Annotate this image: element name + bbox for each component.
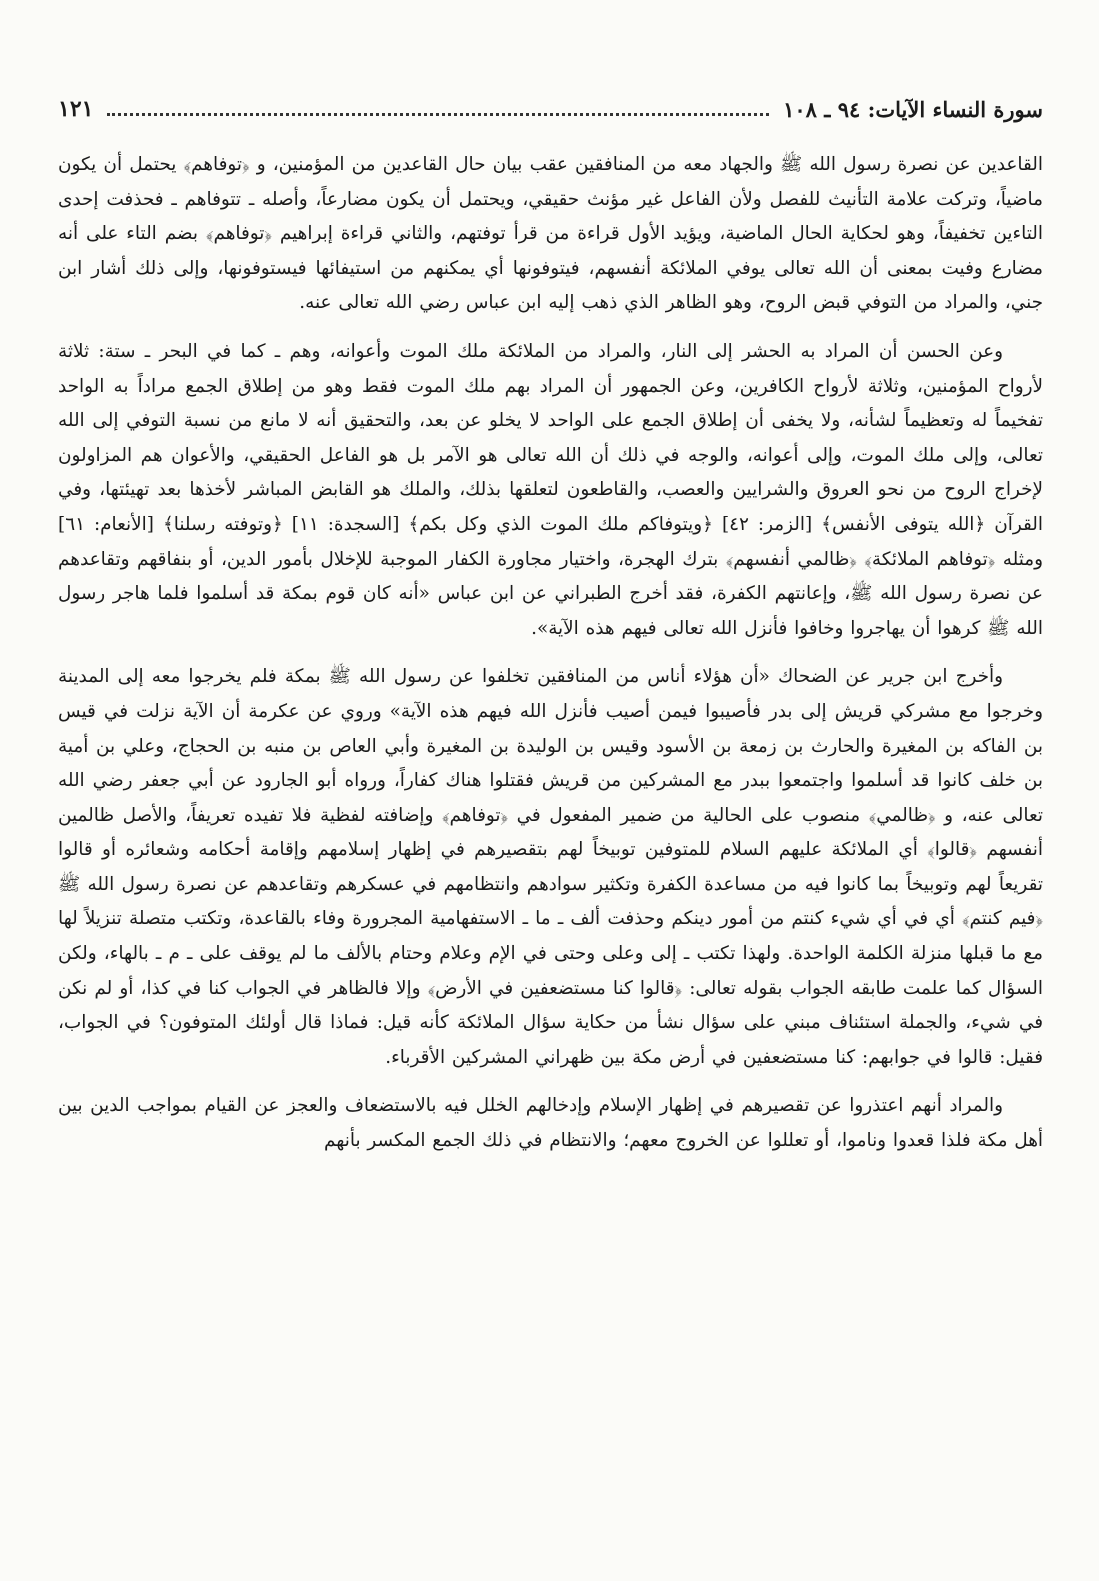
- leader-dots: [107, 113, 769, 116]
- surah-title: سورة النساء الآيات: ٩٤ ـ ١٠٨: [783, 96, 1043, 122]
- paragraph-4: والمراد أنهم اعتذروا عن تقصيرهم في إظهار الإسلام وإدخالهم الخلل فيه بالاستضعاف والعجز عن القيام بمواجب الدين بين أهل مكة فلذا قعدوا وناموا، أو تعللوا عن الخروج معهم؛ والانتظام في ذلك الجمع المكسر بأنهم: [58, 1095, 1043, 1152]
- paragraph-3: وأخرج ابن جرير عن الضحاك «أن هؤلاء أناس من المنافقين تخلفوا عن رسول الله ﷺ بمكة فلم يخرجوا معه إلى المدينة وخرجوا مع مشركي قريش إلى بدر فأصيبوا فيمن أصيب فأنزل الله فيهم هذه الآية» وروي عن عكرمة أن الآية نزلت في قيس بن الفاكه بن المغيرة والحارث بن زمعة بن الأسود وقيس بن الوليدة بن المغيرة وأبي العاص بن منبه بن الحجاج، وعلي بن أمية بن خلف كانوا قد أسلموا واجتمعوا ببدر مع المشركين من قريش فقتلوا هناك كفاراً، ورواه أبو الجارود عن أبي جعفر رضي الله تعالى عنه، و ﴿ظالمي﴾ منصوب على الحالية من ضمير المفعول في ﴿توفاهم﴾ وإضافته لفظية فلا تفيده تعريفاً، والأصل ظالمين أنفسهم ﴿قالوا﴾ أي الملائكة عليهم السلام للمتوفين توبيخاً لهم بتقصيرهم في إظهار إسلامهم وإقامة أحكامه وشعائره أو قالوا تقريعاً لهم وتوبيخاً بما كانوا فيه من مساعدة الكفرة وتكثير سوادهم وانتظامهم في عسكرهم وتقاعدهم عن نصرة رسول الله ﷺ ﴿فيم كنتم﴾ أي في أي شيء كنتم من أمور دينكم وحذفت ألف ـ ما ـ الاستفهامية المجرورة وفاء بالقاعدة، وتكتب متصلة تنزيلاً لها مع ما قبلها منزلة الكلمة الواحدة. ولهذا تكتب ـ إلى وعلى وحتى في الإم وعلام وحتام بالألف ما لم يوقف على ـ م ـ بالهاء، ولكن السؤال كما علمت طابقه الجواب بقوله تعالى: ﴿قالوا كنا مستضعفين في الأرض﴾ وإلا فالظاهر في الجواب كنا في كذا، أو لم نكن في شيء، والجملة استئناف مبني على سؤال نشأ من حكاية سؤال الملائكة كأنه قيل: فماذا قال أولئك المتوفون؟ في الجواب، فقيل: قالوا في جوابهم: كنا مستضعفين في أرض مكة بين ظهراني المشركين الأقرباء.: [58, 666, 1043, 1068]
- page-number: ١٢١: [58, 96, 94, 122]
- running-head: [58, 92, 1043, 126]
- paragraph-2: وعن الحسن أن المراد به الحشر إلى النار، والمراد من الملائكة ملك الموت وأعوانه، وهم ـ كما في البحر ـ ستة: ثلاثة لأرواح المؤمنين، وثلاثة لأرواح الكافرين، وعن الجمهور أن المراد بهم ملك الموت فقط وهو من إطلاق الجمع مراداً به الواحد تفخيماً له وتعظيماً لشأنه، ولا يخفى أن إطلاق الجمع على الواحد لا يخلو عن بعد، والتحقيق أنه لا مانع من نسبة التوفي إلى الله تعالى، وإلى ملك الموت، وإلى أعوانه، والوجه في ذلك أن الله تعالى هو الآمر بل هو الفاعل الحقيقي، والأعوان هم المزاولون لإخراج الروح من نحو العروق والشرايين والعصب، والقاطعون لتعلقها بذلك، والملك هو القابض المباشر لأخذها بعد تهيئتها، وفي القرآن ﴿الله يتوفى الأنفس﴾ [الزمر: ٤٢] ﴿ويتوفاكم ملك الموت الذي وكل بكم﴾ [السجدة: ١١] ﴿وتوفته رسلنا﴾ [الأنعام: ٦١] ومثله ﴿توفاهم الملائكة﴾ ﴿ظالمي أنفسهم﴾ بترك الهجرة، واختيار مجاورة الكفار الموجبة للإخلال بأمور الدين، أو بنفاقهم وتقاعدهم عن نصرة رسول الله ﷺ، وإعانتهم الكفرة، فقد أخرج الطبراني عن ابن عباس «أنه كان قوم بمكة قد أسلموا فلما هاجر رسول الله ﷺ كرهوا أن يهاجروا وخافوا فأنزل الله تعالى فيهم هذه الآية».: [58, 340, 1043, 639]
- body-text: [58, 148, 1043, 1159]
- paragraph-1: القاعدين عن نصرة رسول الله ﷺ والجهاد معه من المنافقين عقب بيان حال القاعدين من المؤمنين، و ﴿توفاهم﴾ يحتمل أن يكون ماضياً، وتركت علامة التأنيث للفصل ولأن الفاعل غير مؤنث حقيقي، ويحتمل أن يكون مضارعاً، وأصله ـ تتوفاهم ـ فحذفت إحدى التاءين تخفيفاً، وهو لحكاية الحال الماضية، ويؤيد الأول قراءة من قرأ توفتهم، والثاني قراءة إبراهيم ﴿توفاهم﴾ بضم التاء على أنه مضارع وفيت بمعنى أن الله تعالى يوفي الملائكة أنفسهم، فيتوفونها أي يمكنهم من استيفائها فيستوفونها، وإلى ذلك أشار ابن جني، والمراد من التوفي قبض الروح، وهو الظاهر الذي ذهب إليه ابن عباس رضي الله تعالى عنه.: [58, 154, 1043, 314]
